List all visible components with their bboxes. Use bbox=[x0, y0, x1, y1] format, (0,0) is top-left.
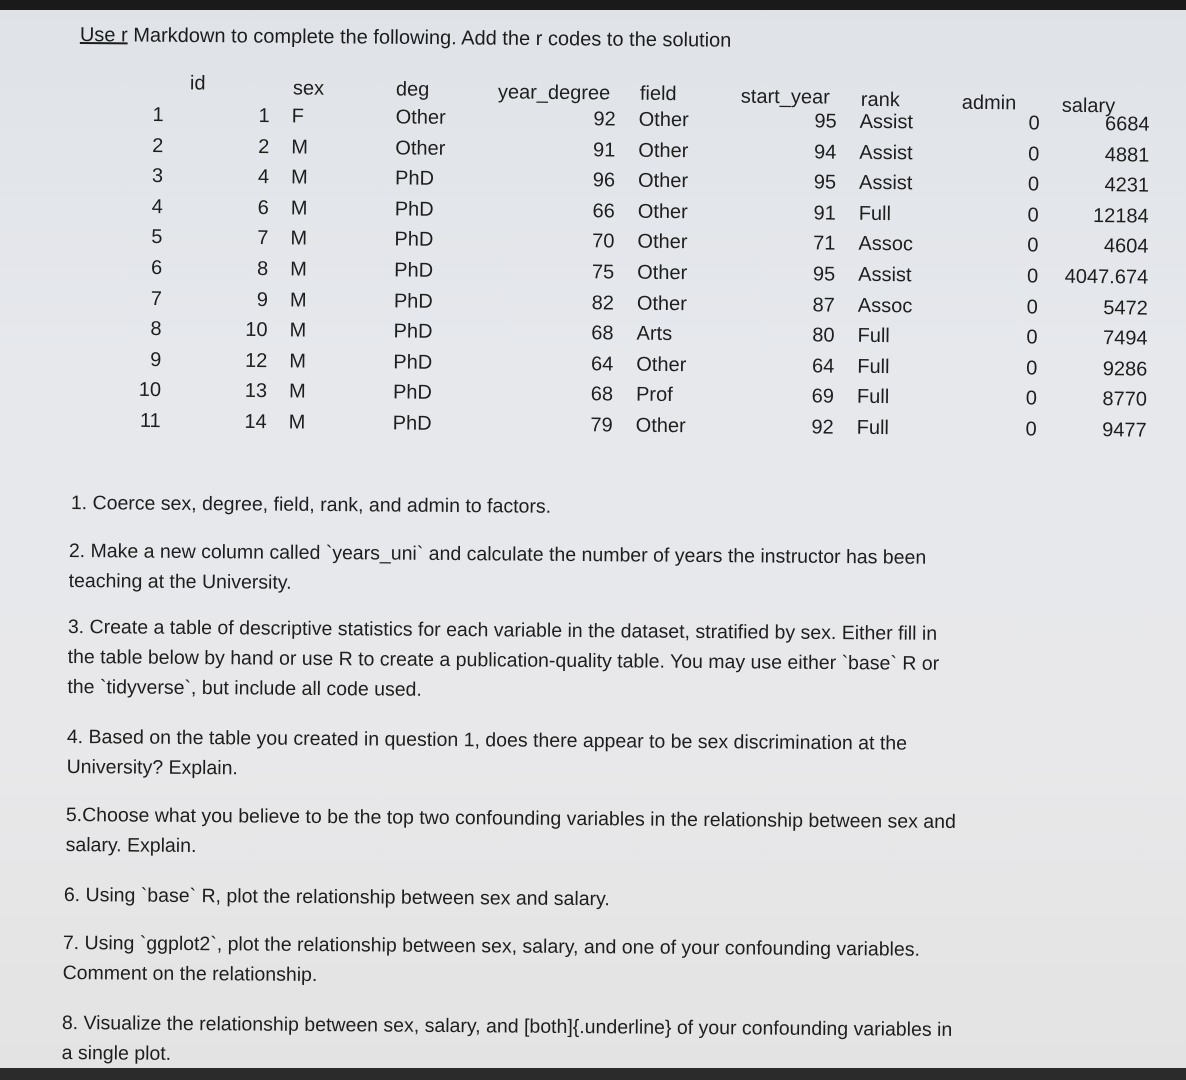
cell-row: 11 bbox=[139, 409, 161, 433]
cell-id: 9 bbox=[256, 288, 269, 311]
question-line: the table below by hand or use R to create a publication-quality table. You may use either `base` R or bbox=[67, 645, 940, 675]
question-4 bbox=[67, 722, 1067, 790]
question-8 bbox=[62, 1008, 1062, 1068]
cell-field: Other bbox=[637, 261, 688, 285]
cell-year-degree: 79 bbox=[590, 414, 613, 437]
question-line: teaching at the University. bbox=[68, 569, 292, 594]
cell-sex: M bbox=[288, 380, 306, 403]
question-1 bbox=[71, 488, 1071, 526]
cell-rank: Full bbox=[856, 416, 890, 440]
cell-admin: 0 bbox=[1026, 326, 1038, 349]
header-salary: salary bbox=[1061, 94, 1116, 118]
cell-rank: Full bbox=[857, 324, 890, 348]
header-id: id bbox=[189, 72, 206, 95]
cell-start-year: 91 bbox=[813, 202, 836, 225]
cell-deg: PhD bbox=[393, 320, 433, 343]
cell-sex: M bbox=[290, 166, 308, 189]
cell-admin: 0 bbox=[1027, 204, 1039, 227]
cell-sex: F bbox=[291, 105, 304, 128]
cell-rank: Assist bbox=[859, 110, 914, 134]
cell-rank: Assoc bbox=[858, 233, 914, 256]
cell-deg: Other bbox=[395, 106, 446, 129]
cell-sex: M bbox=[291, 135, 309, 159]
question-line: University? Explain. bbox=[66, 755, 238, 780]
cell-row: 6 bbox=[150, 257, 163, 280]
cell-row: 9 bbox=[150, 348, 162, 371]
cell-field: Other bbox=[638, 108, 689, 132]
header-field: field bbox=[639, 82, 677, 106]
cell-salary: 5472 bbox=[1103, 296, 1148, 320]
cell-year-degree: 96 bbox=[592, 169, 616, 192]
question-3 bbox=[67, 612, 1068, 710]
cell-rank: Assist bbox=[858, 171, 913, 195]
question-7 bbox=[63, 928, 1063, 996]
cell-salary: 6684 bbox=[1105, 113, 1150, 136]
cell-field: Other bbox=[637, 169, 689, 193]
cell-row: 2 bbox=[152, 134, 164, 157]
cell-start-year: 95 bbox=[813, 171, 837, 194]
cell-row: 5 bbox=[151, 226, 163, 249]
cell-deg: PhD bbox=[392, 412, 432, 435]
cell-rank: Full bbox=[857, 355, 890, 378]
cell-start-year: 64 bbox=[811, 355, 835, 378]
cell-id: 14 bbox=[244, 410, 267, 434]
question-line: 2. Make a new column called `years_uni` and calculate the number of years the instructor has been bbox=[68, 539, 927, 569]
cell-admin: 0 bbox=[1028, 143, 1040, 166]
cell-year-degree: 64 bbox=[590, 353, 614, 376]
cell-admin: 0 bbox=[1025, 387, 1038, 410]
cell-id: 6 bbox=[257, 196, 269, 219]
cell-salary: 4881 bbox=[1104, 143, 1150, 167]
cell-deg: PhD bbox=[393, 351, 433, 374]
cell-field: Other bbox=[636, 292, 688, 315]
header-admin: admin bbox=[961, 91, 1017, 115]
question-line: 8. Visualize the relationship between sex, salary, and [both]{.underline} of your confounding variables in bbox=[61, 1011, 953, 1041]
cell-rank: Assist bbox=[858, 263, 912, 287]
cell-row: 7 bbox=[150, 287, 163, 310]
cell-sex: M bbox=[290, 227, 308, 250]
cell-admin: 0 bbox=[1027, 234, 1039, 257]
cell-row: 8 bbox=[150, 318, 162, 341]
question-line: 4. Based on the table you created in question 1, does there appear to be sex discrimination at the bbox=[66, 725, 908, 755]
cell-salary: 12184 bbox=[1093, 204, 1149, 228]
cell-admin: 0 bbox=[1026, 357, 1038, 380]
cell-row: 4 bbox=[151, 195, 163, 218]
cell-id: 12 bbox=[244, 349, 268, 372]
question-6 bbox=[64, 880, 1064, 918]
cell-deg: PhD bbox=[394, 167, 435, 190]
cell-year-degree: 68 bbox=[591, 322, 614, 345]
cell-field: Other bbox=[637, 231, 688, 254]
cell-id: 10 bbox=[245, 319, 268, 342]
cell-admin: 0 bbox=[1028, 112, 1040, 135]
cell-salary: 8770 bbox=[1102, 388, 1148, 411]
cell-rank: Assist bbox=[859, 141, 913, 164]
cell-admin: 0 bbox=[1026, 296, 1038, 319]
cell-deg: PhD bbox=[394, 259, 434, 282]
cell-row: 10 bbox=[138, 379, 162, 402]
cell-admin: 0 bbox=[1027, 173, 1040, 196]
cell-salary: 4604 bbox=[1103, 235, 1149, 258]
question-line: 1. Coerce sex, degree, field, rank, and admin to factors. bbox=[70, 491, 552, 518]
question-line: 7. Using `ggplot2`, plot the relationship between sex, salary, and one of your confounding variables. bbox=[62, 931, 921, 961]
cell-field: Arts bbox=[636, 322, 673, 346]
cell-id: 2 bbox=[258, 135, 270, 158]
cell-start-year: 95 bbox=[812, 263, 836, 286]
cell-admin: 0 bbox=[1026, 265, 1039, 288]
cell-sex: M bbox=[289, 319, 307, 342]
question-line: a single plot. bbox=[61, 1041, 172, 1065]
cell-salary: 7494 bbox=[1102, 327, 1148, 350]
cell-start-year: 94 bbox=[813, 140, 837, 164]
header-rank: rank bbox=[860, 88, 900, 112]
cell-admin: 0 bbox=[1025, 418, 1037, 441]
header-start-year: start_year bbox=[740, 85, 830, 109]
cell-year-degree: 66 bbox=[592, 200, 615, 223]
question-5 bbox=[66, 800, 1066, 868]
cell-deg: Other bbox=[395, 136, 446, 160]
question-line: salary. Explain. bbox=[65, 833, 197, 858]
instruction-text: Markdown to complete the following. Add the r codes to the solution bbox=[127, 24, 732, 52]
cell-deg: PhD bbox=[392, 381, 433, 405]
question-line: 6. Using `base` R, plot the relationship between sex and salary. bbox=[63, 883, 610, 911]
cell-sex: M bbox=[290, 197, 308, 220]
cell-salary: 4231 bbox=[1104, 174, 1150, 197]
question-line: 3. Create a table of descriptive statistics for each variable in the dataset, stratified by sex. Either fill in bbox=[67, 615, 938, 645]
cell-id: 4 bbox=[257, 166, 270, 189]
cell-rank: Full bbox=[858, 202, 892, 225]
header-sex: sex bbox=[292, 77, 325, 100]
cell-year-degree: 91 bbox=[592, 138, 616, 162]
cell-row: 3 bbox=[151, 165, 164, 188]
cell-row: 1 bbox=[152, 104, 164, 127]
cell-field: Prof bbox=[635, 384, 673, 407]
cell-field: Other bbox=[636, 353, 687, 376]
cell-salary: 9477 bbox=[1102, 419, 1147, 442]
cell-start-year: 92 bbox=[811, 416, 834, 439]
question-line: Comment on the relationship. bbox=[62, 961, 318, 986]
cell-year-degree: 75 bbox=[591, 261, 615, 284]
cell-start-year: 71 bbox=[813, 232, 836, 255]
cell-field: Other bbox=[635, 414, 686, 438]
cell-year-degree: 68 bbox=[590, 383, 614, 406]
cell-sex: M bbox=[289, 350, 307, 373]
cell-deg: PhD bbox=[394, 228, 434, 252]
cell-sex: M bbox=[288, 411, 306, 434]
cell-deg: PhD bbox=[393, 289, 433, 313]
cell-id: 13 bbox=[244, 380, 268, 403]
cell-id: 8 bbox=[256, 258, 269, 281]
cell-field: Other bbox=[637, 200, 688, 223]
cell-rank: Full bbox=[856, 386, 890, 409]
cell-rank: Assoc bbox=[857, 294, 913, 317]
cell-year-degree: 92 bbox=[593, 108, 616, 131]
cell-id: 1 bbox=[258, 105, 270, 128]
header-deg: deg bbox=[395, 78, 430, 101]
cell-salary: 4047.674 bbox=[1064, 265, 1149, 289]
cell-id: 7 bbox=[257, 227, 269, 250]
header-year-degree: year_degree bbox=[497, 81, 611, 105]
question-line: the `tidyverse`, but include all code used. bbox=[67, 675, 422, 701]
cell-start-year: 80 bbox=[812, 324, 835, 347]
cell-salary: 9286 bbox=[1102, 357, 1148, 381]
cell-deg: PhD bbox=[394, 198, 434, 221]
cell-start-year: 69 bbox=[811, 385, 835, 408]
instruction-prefix: Use r bbox=[79, 24, 128, 47]
cell-sex: M bbox=[289, 288, 307, 312]
question-line: 5.Choose what you believe to be the top two confounding variables in the relationship between sex and bbox=[65, 803, 956, 833]
cell-sex: M bbox=[290, 258, 307, 281]
cell-start-year: 95 bbox=[814, 110, 837, 133]
cell-field: Other bbox=[638, 139, 689, 162]
cell-year-degree: 70 bbox=[592, 230, 615, 253]
question-2 bbox=[69, 536, 1069, 604]
cell-start-year: 87 bbox=[812, 293, 835, 317]
data-table bbox=[0, 0, 1186, 470]
cell-year-degree: 82 bbox=[591, 291, 614, 315]
